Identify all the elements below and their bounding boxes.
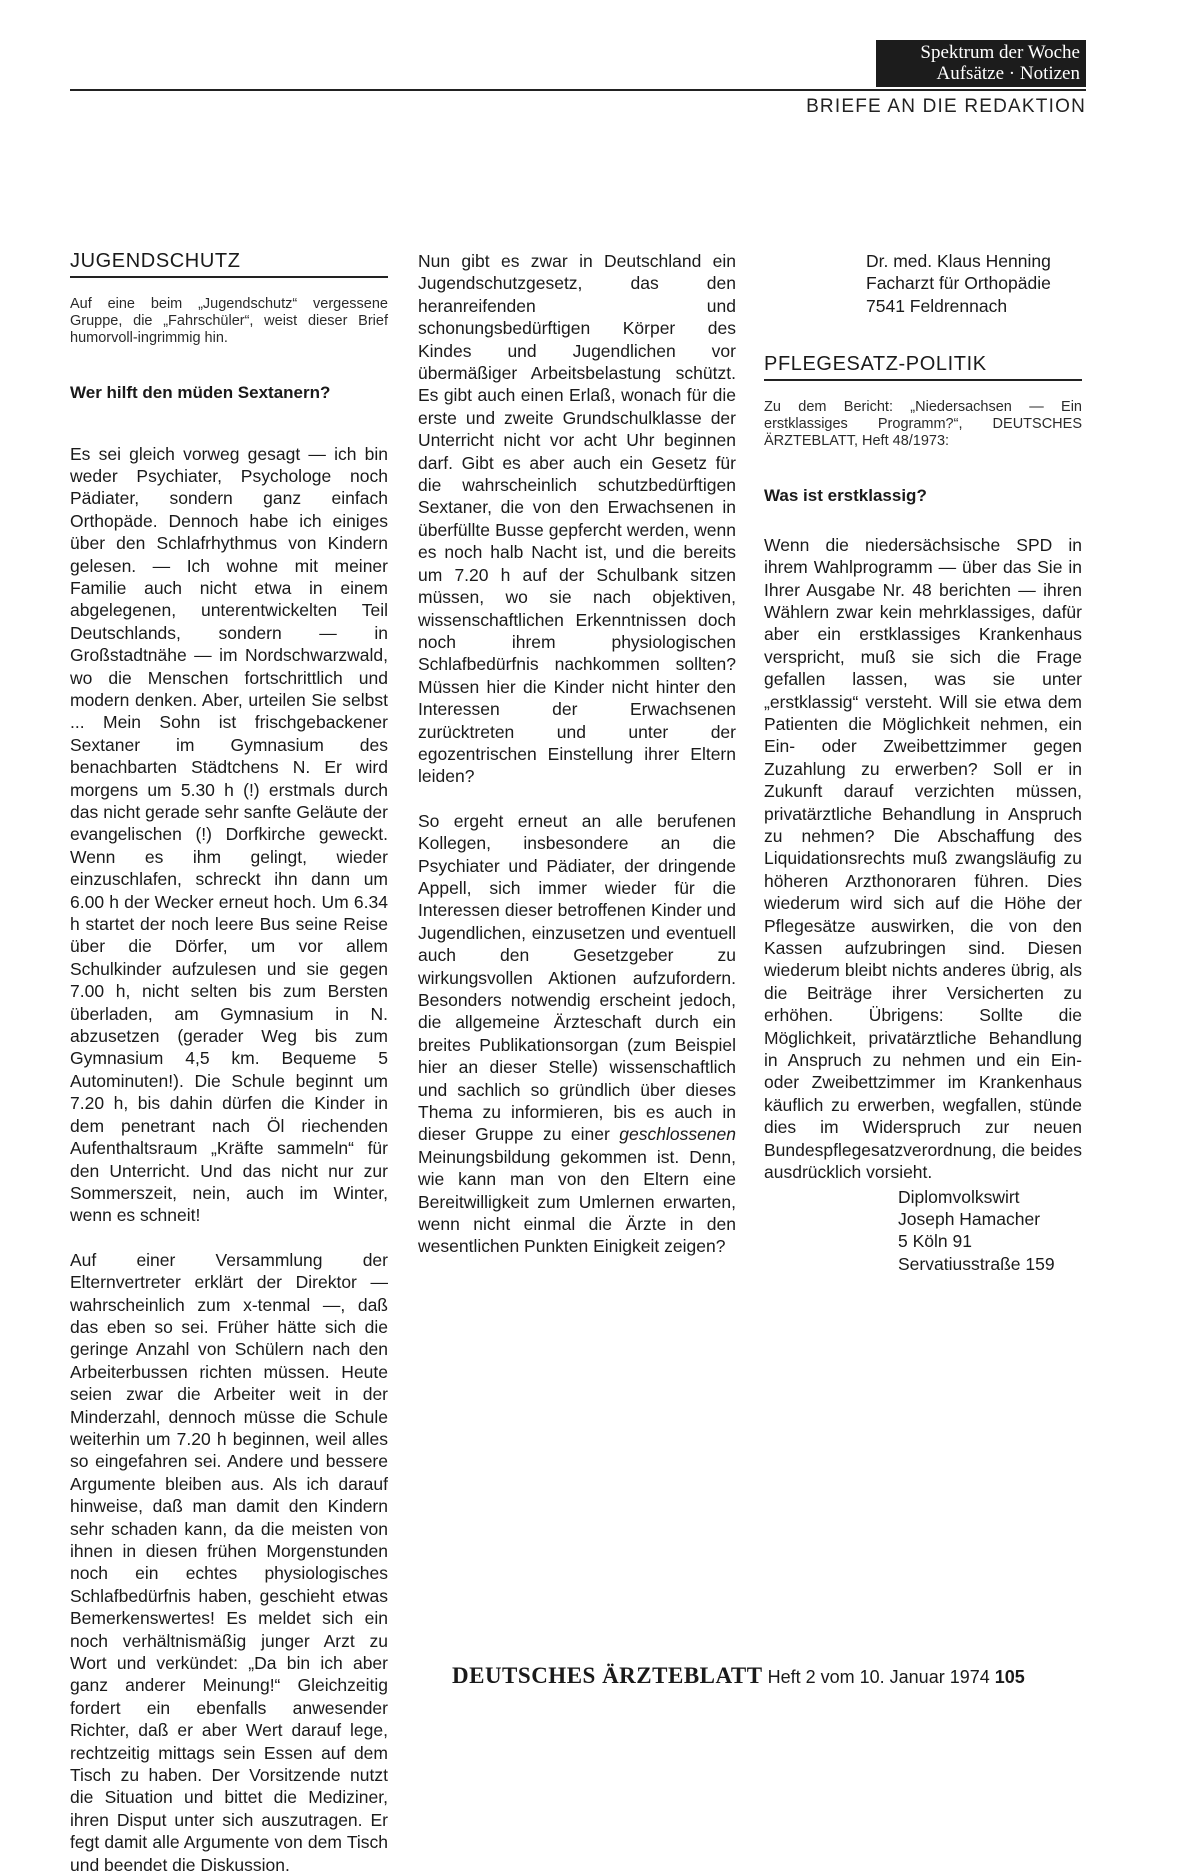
title-rule (70, 276, 388, 278)
paragraph-text: So ergeht erneut an alle berufenen Kollegen, insbesondere an die Psychiater und Pädiater, der dringende Appell, sich immer wieder für die Interessen dieser betroffenen Kinder und Jugendlichen, einzusetzen und eventuell auch den Gesetzgeber zu wirkungsvollen Aktionen aufzufordern. Besonders notwendig erscheint jedoch, die allgemeine Ärzteschaft durch ein breites Publikationsorgan (zum Beispiel hier an dieser Stelle) wissenschaftlich und sachlich so gründlich über dieses Thema zu informieren, bis es auch in dieser Gruppe zu einer (418, 810, 736, 1145)
article-headline: Wer hilft den müden Sextanern? (70, 382, 331, 402)
signature-line: Joseph Hamacher (898, 1208, 1041, 1229)
signature (898, 1186, 1082, 1276)
page-number: 105 (994, 1667, 1025, 1687)
column-3 (764, 250, 1082, 1275)
column-2 (418, 250, 736, 1258)
article-2 (764, 353, 1082, 1275)
article-title: JUGENDSCHUTZ (70, 250, 241, 272)
emphasis: geschlossenen (619, 1124, 736, 1145)
header-rule (70, 89, 1086, 91)
section-heading: BRIEFE AN DIE REDAKTION (806, 96, 1086, 117)
page-footer (452, 1663, 1025, 1689)
signature-line: Diplomvolkswirt (898, 1186, 1020, 1207)
paragraph: Wenn die niedersächsische SPD in ihrem Wahlprogramm — über das Sie in Ihrer Ausgabe Nr. 48 berichten — ihren Wählern zwar kein mehrklassiges, dafür aber ein erstklassiges Krankenhaus verspricht, muß sie sich die Frage gefallen lassen, was sie unter „erstklassig“ versteht. Will sie etwa dem Patienten die Möglichkeit nehmen, ein Ein- oder Zweibettzimmer gegen Zuzahlung zu erwerben? Soll er in Zukunft darauf verzichten müssen, privatärztliche Behandlung in Anspruch zu nehmen? Die Abschaffung des Liquidationsrechts muß zwangsläufig zu höheren Arzthonoraren führen. Dies wiederum wird sich auf die Höhe der Pflegesätze auswirken, die von den Kassen aufzubringen sind. Diesen wiederum bleibt nichts anderes übrig, als die Beiträge ihrer Versicherten zu erhöhen. Übrigens: Sollte die Möglichkeit, privatärztliche Behandlung in Anspruch zu nehmen und ein Ein- oder Zweibettzimmer im Krankenhaus käuflich zu erwerben, wegfallen, stünde dies im Widerspruch zur neuen Bundespflegesatzverordnung, die beides ausdrücklich vorsieht. (764, 534, 1082, 1183)
article-headline: Was ist erstklassig? (764, 485, 927, 505)
paragraph (418, 810, 736, 1258)
article-intro: Zu dem Bericht: „Niedersachsen — Ein erstklassiges Programm?“, DEUTSCHES ÄRZTEBLATT, Heft 48/1973: (764, 398, 1082, 449)
paragraph: Nun gibt es zwar in Deutschland ein Jugendschutzgesetz, das den heranreifenden und schonungsbedürftigen Körper des Kindes und Jugendlichen vor übermäßiger Arbeitsbelastung schützt. Es gibt auch einen Erlaß, wonach für die erste und zweite Grundschulklasse der Unterricht nicht vor acht Uhr beginnen darf. Gibt es aber auch ein Gesetz für die wahrscheinlich schutzbedürftigen Sextaner, die von den Erwachsenen in überfüllte Busse gepfercht werden, wenn es noch halb Nacht ist, und die bereits um 7.20 h auf der Schulbank sitzen müssen, wo sie nach objektiven, wissenschaftlichen Erkenntnissen doch noch ihrem physiologischen Schlafbedürfnis nachkommen sollten? Müssen hier die Kinder nicht hinter den Interessen der Erwachsenen zurücktreten und unter der egozentrischen Einstellung ihrer Eltern leiden? (418, 251, 736, 787)
signature-line: Facharzt für Orthopädie (866, 273, 1051, 294)
article-intro: Auf eine beim „Jugendschutz“ vergessene Gruppe, die „Fahrschüler“, weist dieser Brief humorvoll-ingrimmig hin. (70, 295, 388, 346)
signature-line: 7541 Feldrennach (866, 295, 1008, 316)
section-label-line2: Aufsätze · Notizen (936, 63, 1080, 84)
publication-name: DEUTSCHES ÄRZTEBLATT (452, 1663, 763, 1688)
signature-line: Servatiusstraße 159 (898, 1253, 1055, 1274)
paragraph-text: Meinungsbildung gekommen ist. Denn, wie kann man von den Eltern eine Bereitwilligkeit zum Umlernen erwarten, wenn nicht einmal die Ärzte in den wesentlichen Punkten Einigkeit zeigen? (418, 1146, 736, 1257)
section-label-line1: Spektrum der Woche (920, 42, 1080, 63)
signature-line: Dr. med. Klaus Henning (866, 251, 1051, 271)
signature (866, 250, 1082, 317)
issue-info: Heft 2 vom 10. Januar 1974 (767, 1667, 990, 1687)
column-1 (70, 250, 388, 1876)
signature-line: 5 Köln 91 (898, 1231, 972, 1252)
title-rule (764, 379, 1082, 381)
paragraph: Auf einer Versammlung der Elternvertreter erklärt der Direktor — wahrscheinlich zum x-tenmal —, daß das eben so sei. Früher hätte sich die geringe Anzahl von Schülern nach den Arbeiterbussen richten müssen. Heute seien zwar die Arbeiter weit in der Minderzahl, dennoch müsse die Schule weiterhin um 7.20 h beginnen, weil alles so eingefahren sei. Andere und bessere Argumente bleiben aus. Als ich darauf hinweise, daß man damit den Kindern sehr schaden kann, da die meisten von ihnen in diesen frühen Morgenstunden noch ein echtes physiologisches Schlafbedürfnis haben, geschieht etwas Bemerkenswertes! Es meldet sich ein noch verhältnismäßig junger Arzt zu Wort und verkündet: „Da bin ich aber ganz anderer Meinung!“ Gleichzeitig fordert ein ebenfalls anwesender Richter, daß er aber Wert darauf lege, rechtzeitig mittags sein Essen auf dem Tisch zu haben. Der Vorsitzende nutzt die Situation und bittet die Mediziner, ihren Disput unter sich auszutragen. Er fegt damit alle Argumente von dem Tisch und beendet die Diskussion. (70, 1249, 388, 1875)
paragraph: Es sei gleich vorweg gesagt — ich bin weder Psychiater, Psychologe noch Pädiater, sondern ganz einfach Orthopäde. Dennoch habe ich einiges über den Schlafrhythmus von Kindern gelesen. — Ich wohne mit meiner Familie auch nicht etwa in einem abgelegenen, unterentwickelten Teil Deutschlands, sondern — in Großstadtnähe — im Nordschwarzwald, wo die Menschen fortschrittlich und modern denken. Aber, urteilen Sie selbst ... Mein Sohn ist frischgebackener Sextaner im Gymnasium des benachbarten Städtchens N. Er wird morgens um 5.30 h (!) erstmals durch das nicht gerade sehr sanfte Geläute der evangelischen (!) Dorfkirche geweckt. Wenn es ihm gelingt, wieder einzuschlafen, schreckt ihn dann um 6.00 h der Wecker erneut hoch. Um 6.34 h startet der noch leere Bus seine Reise über die Dörfer, um vor allem Schulkinder aufzulesen und sie gegen 7.00 h, nicht selten bis zum Bersten überladen, am Gymnasium in N. abzusetzen (gerader Weg bis zum Gymnasium 4,5 km. Bequeme 5 Autominuten!). Die Schule beginnt um 7.20 h, bis dahin dürfen die Kinder in dem penetrant nach Öl riechenden Aufenthaltsraum „Kräfte sammeln“ für den Unterricht. Und das nicht nur zur Sommerszeit, nein, auch im Winter, wenn es schneit! (70, 443, 388, 1226)
article-title: PFLEGESATZ-POLITIK (764, 353, 987, 376)
section-label-box (876, 40, 1086, 87)
